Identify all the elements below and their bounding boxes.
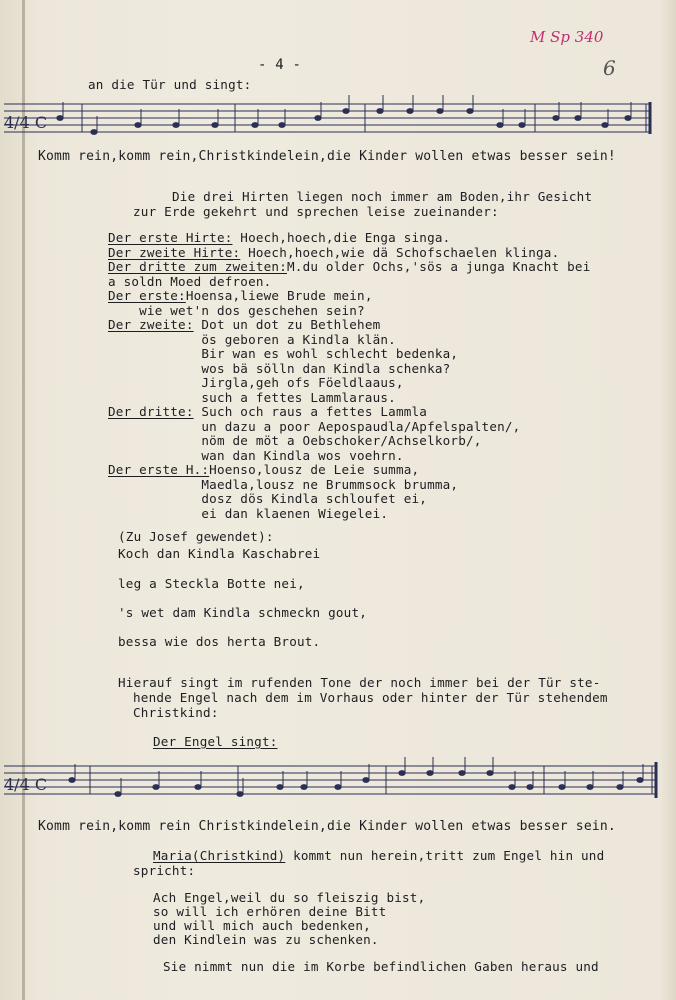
lyric-line-2: Komm rein,komm rein Christkindelein,die Kinder wollen etwas besser sein.: [38, 819, 616, 834]
dialog-text: wos bä sölln dan Kindla schenka?: [108, 360, 451, 376]
dialog-line: [108, 246, 559, 260]
maria-verse-1: Ach Engel,weil du so fleiszig bist,: [153, 890, 426, 905]
josef-verse-1: Koch dan Kindla Kaschabrei: [118, 546, 321, 561]
note-head: [437, 109, 443, 114]
note-head: [467, 109, 473, 114]
josef-verse-2: leg a Steckla Botte nei,: [118, 576, 305, 591]
note-head: [301, 785, 307, 790]
note-head: [195, 785, 201, 790]
note-head: [237, 792, 243, 797]
dialog-text: Hoech,hoech,wie dä Schofschaelen klinga.: [240, 244, 560, 260]
note-head: [587, 785, 593, 790]
note-head: [459, 771, 465, 776]
dialog-text: Maedla,lousz ne Brummsock brumma,: [108, 476, 459, 492]
stage-direction-1: an die Tür und singt:: [88, 77, 252, 92]
narration-2-line-1: Hierauf singt im rufenden Tone der noch immer bei der Tür ste-: [118, 675, 601, 690]
sheet-number: 6: [603, 56, 616, 80]
music-staff-2: [0, 752, 676, 810]
note-head: [315, 116, 321, 121]
narration-1-line-1: Die drei Hirten liegen noch immer am Boden,ihr Gesicht: [172, 189, 593, 204]
dialog-text: such a fettes Lammlaraus.: [108, 389, 396, 405]
dialog-line: [108, 492, 427, 506]
dialog-line: [108, 347, 458, 361]
dialog-line: [108, 362, 450, 376]
speaker-label: Der zweite Hirte:: [108, 244, 241, 260]
dialog-line: [108, 478, 458, 492]
note-head: [527, 785, 533, 790]
dialog-line: [108, 289, 373, 303]
dialog-line: [108, 231, 450, 245]
maria-verse-3: und will mich auch bedenken,: [153, 918, 371, 933]
notes-group-2: [69, 757, 643, 796]
speaker-label: Der erste:: [108, 288, 186, 303]
note-head: [625, 116, 631, 121]
dialog-line: [108, 260, 591, 274]
note-head: [487, 771, 493, 776]
note-head: [153, 785, 159, 790]
dialog-line: [108, 507, 388, 521]
dialog-line: [108, 405, 427, 419]
dialog-text: wie wet'n dos geschehen sein?: [108, 302, 365, 318]
dialog-line: [108, 463, 419, 477]
note-head: [212, 123, 218, 128]
speaker-label: Der dritte zum zweiten:: [108, 259, 287, 274]
dialog-line: [108, 391, 396, 405]
note-head: [115, 792, 121, 797]
narration-3: Sie nimmt nun die im Korbe befindlichen Gaben heraus und: [163, 959, 599, 974]
archive-shelfmark: M Sp 340: [530, 28, 604, 46]
dialog-line: [108, 304, 365, 318]
note-head: [407, 109, 413, 114]
dialog-line: [108, 333, 396, 347]
note-head: [553, 116, 559, 121]
maria-line-1: [153, 849, 604, 863]
note-head: [277, 785, 283, 790]
dialog-text: un dazu a poor Aepospaudla/Apfelspalten/,: [108, 418, 521, 434]
note-head: [497, 123, 503, 128]
narration-1-line-2: zur Erde gekehrt und sprechen leise zueinander:: [133, 204, 499, 219]
dialog-text: ei dan klaenen Wiegelei.: [108, 505, 389, 521]
speaker-label: Der zweite:: [108, 317, 194, 332]
dialog-text: Hoech,hoech,die Enga singa.: [232, 230, 451, 245]
note-head: [519, 123, 525, 128]
maria-direction: kommt nun herein,tritt zum Engel hin und: [285, 848, 605, 863]
josef-intro: (Zu Josef gewendet):: [118, 529, 274, 544]
dialog-line: [108, 434, 482, 448]
josef-verse-4: bessa wie dos herta Brout.: [118, 634, 321, 649]
angel-heading: Der Engel singt:: [153, 734, 278, 749]
speaker-label: Der erste Hirte:: [108, 230, 233, 245]
speaker-maria: Maria(Christkind): [153, 848, 286, 863]
note-head: [252, 123, 258, 128]
lyric-line-1: Komm rein,komm rein,Christkindelein,die Kinder wollen etwas besser sein!: [38, 149, 616, 164]
dialog-text: Hoensa,liewe Brude mein,: [185, 288, 373, 303]
dialog-text: M.du older Ochs,'sös a junga Knacht bei: [287, 259, 591, 274]
time-signature-icon: 4/4 C: [4, 113, 48, 132]
note-head: [637, 778, 643, 783]
note-head: [343, 109, 349, 114]
dialog-text: Such och raus a fettes Lammla: [193, 404, 428, 419]
josef-verse-3: 's wet dam Kindla schmeckn gout,: [118, 605, 368, 620]
dialog-text: Hoenso,lousz de Leie summa,: [209, 462, 420, 477]
note-head: [602, 123, 608, 128]
maria-verse-2: so will ich erhören deine Bitt: [153, 904, 387, 919]
dialog-line: [108, 449, 404, 463]
narration-2-line-3: Christkind:: [133, 705, 219, 720]
note-head: [399, 771, 405, 776]
music-staff-1: [0, 94, 676, 144]
dialog-text: wan dan Kindla wos voehrn.: [108, 447, 404, 463]
note-head: [575, 116, 581, 121]
page-number: - 4 -: [258, 57, 302, 73]
note-head: [135, 123, 141, 128]
dialog-text: nöm de möt a Oebschoker/Achselkorb/,: [108, 433, 482, 448]
note-head: [427, 771, 433, 776]
dialog-line: [108, 376, 404, 390]
note-head: [69, 778, 75, 783]
dialog-text: Jirgla,geh ofs Föeldlaaus,: [108, 375, 404, 390]
note-head: [91, 130, 97, 135]
dialog-line: [108, 420, 520, 434]
note-head: [57, 116, 63, 121]
note-head: [335, 785, 341, 790]
maria-verse-4: den Kindlein was zu schenken.: [153, 932, 379, 947]
dialog-text: a soldn Moed defroen.: [108, 273, 272, 289]
note-head: [173, 123, 179, 128]
note-head: [377, 109, 383, 114]
note-head: [617, 785, 623, 790]
speaker-label: Der dritte:: [108, 404, 194, 419]
binding-edge: [22, 0, 25, 1000]
dialog-text: Dot un dot zu Bethlehem: [193, 317, 381, 332]
notes-group-1: [57, 95, 631, 134]
speaker-label: Der erste H.:: [108, 462, 210, 477]
time-signature-icon: 4/4 C: [4, 775, 48, 794]
dialog-text: dosz dös Kindla schloufet ei,: [108, 491, 428, 506]
narration-2-line-2: hende Engel nach dem im Vorhaus oder hinter der Tür stehendem: [133, 690, 608, 705]
note-head: [509, 785, 515, 790]
dialog-text: ös geboren a Kindla klän.: [108, 331, 396, 347]
note-head: [279, 123, 285, 128]
dialog-line: [108, 275, 271, 289]
maria-line-2: spricht:: [133, 863, 196, 878]
note-head: [559, 785, 565, 790]
dialog-line: [108, 318, 380, 332]
dialog-text: Bir wan es wohl schlecht bedenka,: [108, 346, 459, 361]
note-head: [363, 778, 369, 783]
